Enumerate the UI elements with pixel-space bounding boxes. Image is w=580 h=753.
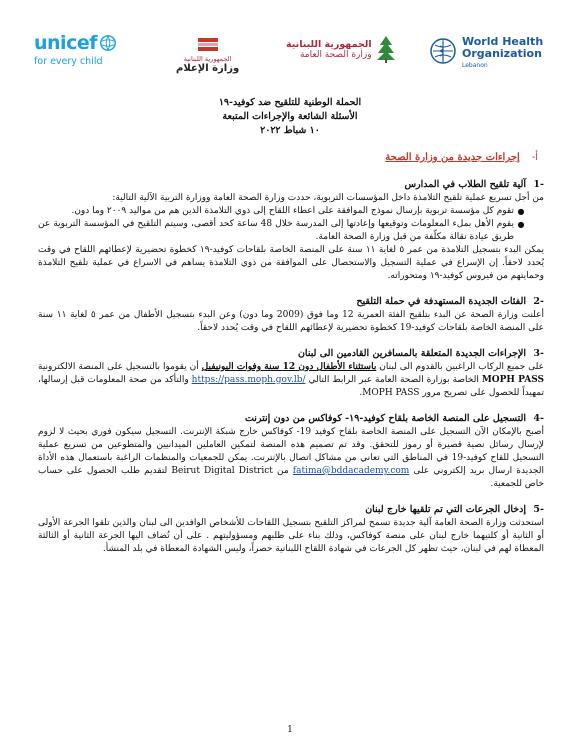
unicef-tagline: for every child bbox=[34, 56, 103, 67]
list-item bbox=[38, 218, 528, 244]
unicef-globe-icon bbox=[99, 34, 117, 52]
paragraph-text: الخاصة بوزارة الصحة العامة عبر الرابط التالي bbox=[305, 375, 482, 385]
document-body bbox=[38, 178, 544, 568]
item-title: إدخال الجرعات التي تم تلقيها خارج لبنان bbox=[365, 504, 526, 515]
item-paragraph: استحدثت وزارة الصحة العامة آلية جديدة تسمح لمراكز التلقيح بتسجيل اللقاحات للأشخاص الوافدين الى لبنان والذين تلقوا الجرعة الأولى أو الثانية أو كلتيهما خارج لبنان على منصة كوفاكس، وذلك بناء على طلبهم ومسؤوليتهم . على أن تُضاف اليها الجرعة الثانية أو الثالثة المعطاة لهم في لبنان، حيث تظهر كل الجرعات في شهادة اللقاح اللبنانية حصراً، وليس الشهادة المعطاة في بلد المنشأ. bbox=[38, 518, 544, 554]
cedar-icon bbox=[376, 34, 396, 64]
who-emblem-icon bbox=[428, 36, 458, 66]
ministry-emblem-icon bbox=[195, 36, 221, 54]
document-header bbox=[0, 96, 580, 138]
paragraph-text: ٥ لغاية ١١ سنة على المنصة الخاصة بلقاحات كوفيد-19 كخطوة تحضيرية لإعطائهم اللقاح في وقت يُحدد لاحقاً. bbox=[38, 310, 544, 333]
list-item bbox=[38, 205, 528, 218]
page-number: 1 bbox=[287, 725, 293, 735]
paragraph-text: من bbox=[272, 466, 289, 476]
bullet-icon: ● bbox=[517, 220, 525, 229]
item-title: آلية تلقيح الطلاب في المدارس bbox=[404, 179, 526, 190]
bullet-icon: ● bbox=[517, 207, 525, 216]
unicef-wordmark: unicef bbox=[34, 32, 97, 54]
bullet-text: يقوم الأهل بملء المعلومات وتوقيعها وإعادتها إلى المدرسة خلال 48 ساعة كحد أقصى، وسيتم التلقيح في المؤسسة التربوية عن طريق عيادة نقالة مكلّفة من قبل وزارة الصحة العامة. bbox=[38, 219, 514, 242]
item-title: التسجيل على المنصة الخاصة بلقاح كوفيد-١٩- كوفاكس من دون إنترنت bbox=[244, 413, 526, 424]
moph-country-label: الجمهورية اللبنانية bbox=[286, 38, 372, 50]
paragraph-text: أن يقوموا بالتسجيل على bbox=[107, 362, 202, 372]
item-number: -5 bbox=[533, 504, 544, 515]
moi-name-label: وزارة الإعلام bbox=[176, 63, 240, 74]
section-a-title: إجراءات جديدة من وزارة الصحة bbox=[385, 152, 520, 163]
ministry-of-information-logo bbox=[176, 36, 239, 74]
paragraph-text: أصبح بالإمكان الآن التسجيل على المنصة الخاصة بلقاح كوفيد 19- كوفاكس خارج شبكة الإنترنت. التسجيل سيكون فوري بحيث لا لزوم لإرسال رسائل نصية قصيرة أو رموز للتحقق. وقد تم تصميم هذه المنصة لتمكين العاملين الميدانيين والمتطوعين من تسريع عملية التسجيل للقاح كوفيد-19 في المناطق التي تعاني من مشاكل اتصال بالإنترنت. يمكن للجمعيات والمنظمات الراغبة باستعمال هذه الأداة الجديدة ارسال بريد إلكتروني على bbox=[38, 427, 545, 476]
item-paragraph bbox=[38, 361, 544, 400]
item-heading bbox=[38, 295, 544, 308]
item-paragraph bbox=[38, 309, 544, 335]
exception-text: باستثناء الأطفال دون 12 سنة وفوات اليونيفيل bbox=[201, 362, 377, 372]
ministry-of-public-health-logo bbox=[286, 34, 396, 64]
who-logo bbox=[428, 36, 543, 69]
paragraph-text: والتأكد من صحة المعلومات قبل إرسالها، تمهيداً للحصول على تصريح مرور bbox=[38, 375, 544, 398]
section-a-number: أ- bbox=[531, 152, 538, 163]
moi-country-label: الجمهورية اللبنانية bbox=[183, 55, 232, 63]
moph-pass-link[interactable]: https://pass.moph.gov.lb/ bbox=[191, 375, 306, 385]
document-title: الحملة الوطنية للتلقيح ضد كوفيد-١٩ bbox=[218, 97, 362, 108]
item-new-target-groups bbox=[38, 295, 544, 335]
contact-email-link[interactable]: fatima@bddacademy.com bbox=[292, 466, 410, 476]
item-paragraph: يمكن البدء بتسجيل التلامذة من عمر ٥ لغاية ١١ سنة على المنصة الخاصة بلقاحات كوفيد-١٩ كخطوة تحضيرية لإعطائهم اللقاح في وقت يُحدد لاحقاً. إن الإسراع في عملية التسجيل والاستحصال على الموافقة من ذوي التلامذة يساهم في الاسراع في عملية تلقيح التلامذة وحمايتهم من فيروس كوفيد-١٩ ومتحوراته. bbox=[38, 245, 544, 281]
item-heading bbox=[38, 178, 544, 191]
item-number: -4 bbox=[533, 413, 544, 424]
unicef-logo bbox=[34, 32, 117, 67]
item-doses-abroad bbox=[38, 503, 544, 556]
moph-pass-label: MOPH PASS bbox=[362, 388, 420, 398]
paragraph-text: . bbox=[359, 388, 363, 398]
item-number: -3 bbox=[533, 348, 544, 359]
paragraph-text: أعلنت وزارة الصحة عن البدء بتلقيح الفئة العمرية 12 وما فوق (2009 وما دون) وعن البدء بتسجيل الأطفال من عمر bbox=[99, 310, 545, 320]
item-title: الفئات الجديدة المستهدفة في حملة التلقيح bbox=[356, 296, 526, 307]
paragraph-text: لتقديم طلب الحصول على حساب خاص للجمعية. bbox=[38, 466, 544, 489]
item-school-vaccination bbox=[38, 178, 544, 283]
paragraph-text: على جميع الركاب الراغبين بالقدوم الى لبنان bbox=[376, 362, 544, 372]
who-office-label: Lebanon bbox=[462, 62, 488, 69]
paragraph-text: المنصة الالكترونية bbox=[38, 362, 105, 372]
who-name-line1: World Health bbox=[462, 35, 544, 48]
item-intro: من أجل تسريع عملية تلقيح التلامذة داخل المؤسسات التربوية، حددت وزارة الصحة العامة ووزارة التربية الآلية التالية: bbox=[112, 193, 544, 203]
moph-pass-label: MOPH PASS bbox=[481, 375, 545, 385]
item-paragraph bbox=[38, 426, 544, 491]
document-subtitle: الأسئلة الشائعة والإجراءات المتبعة bbox=[222, 111, 358, 122]
item-heading bbox=[38, 347, 544, 360]
moph-name-label: وزارة الصحة العامة bbox=[299, 49, 372, 60]
logo-bar bbox=[0, 28, 580, 84]
organization-name: Beirut Digital District bbox=[171, 466, 273, 476]
item-offline-registration bbox=[38, 412, 544, 491]
document-date: ١٠ شباط ٢٠٢٢ bbox=[260, 125, 320, 136]
item-heading bbox=[38, 503, 544, 516]
who-name-line2: Organization bbox=[462, 47, 542, 60]
item-heading bbox=[38, 412, 544, 425]
item-travellers bbox=[38, 347, 544, 400]
item-number: -1 bbox=[533, 179, 544, 190]
item-title: الإجراءات الجديدة المتعلقة بالمسافرين القادمين الى لبنان bbox=[297, 348, 526, 359]
section-a-heading bbox=[385, 152, 538, 163]
item-number: -2 bbox=[533, 296, 544, 307]
bullet-list bbox=[38, 205, 544, 244]
bullet-text: تقوم كل مؤسسة تربوية بإرسال نموذج الموافقة على اعطاء اللقاح إلى ذوي التلامذة الذين هم من مواليد ٢٠٠٩ وما دون. bbox=[71, 206, 514, 216]
